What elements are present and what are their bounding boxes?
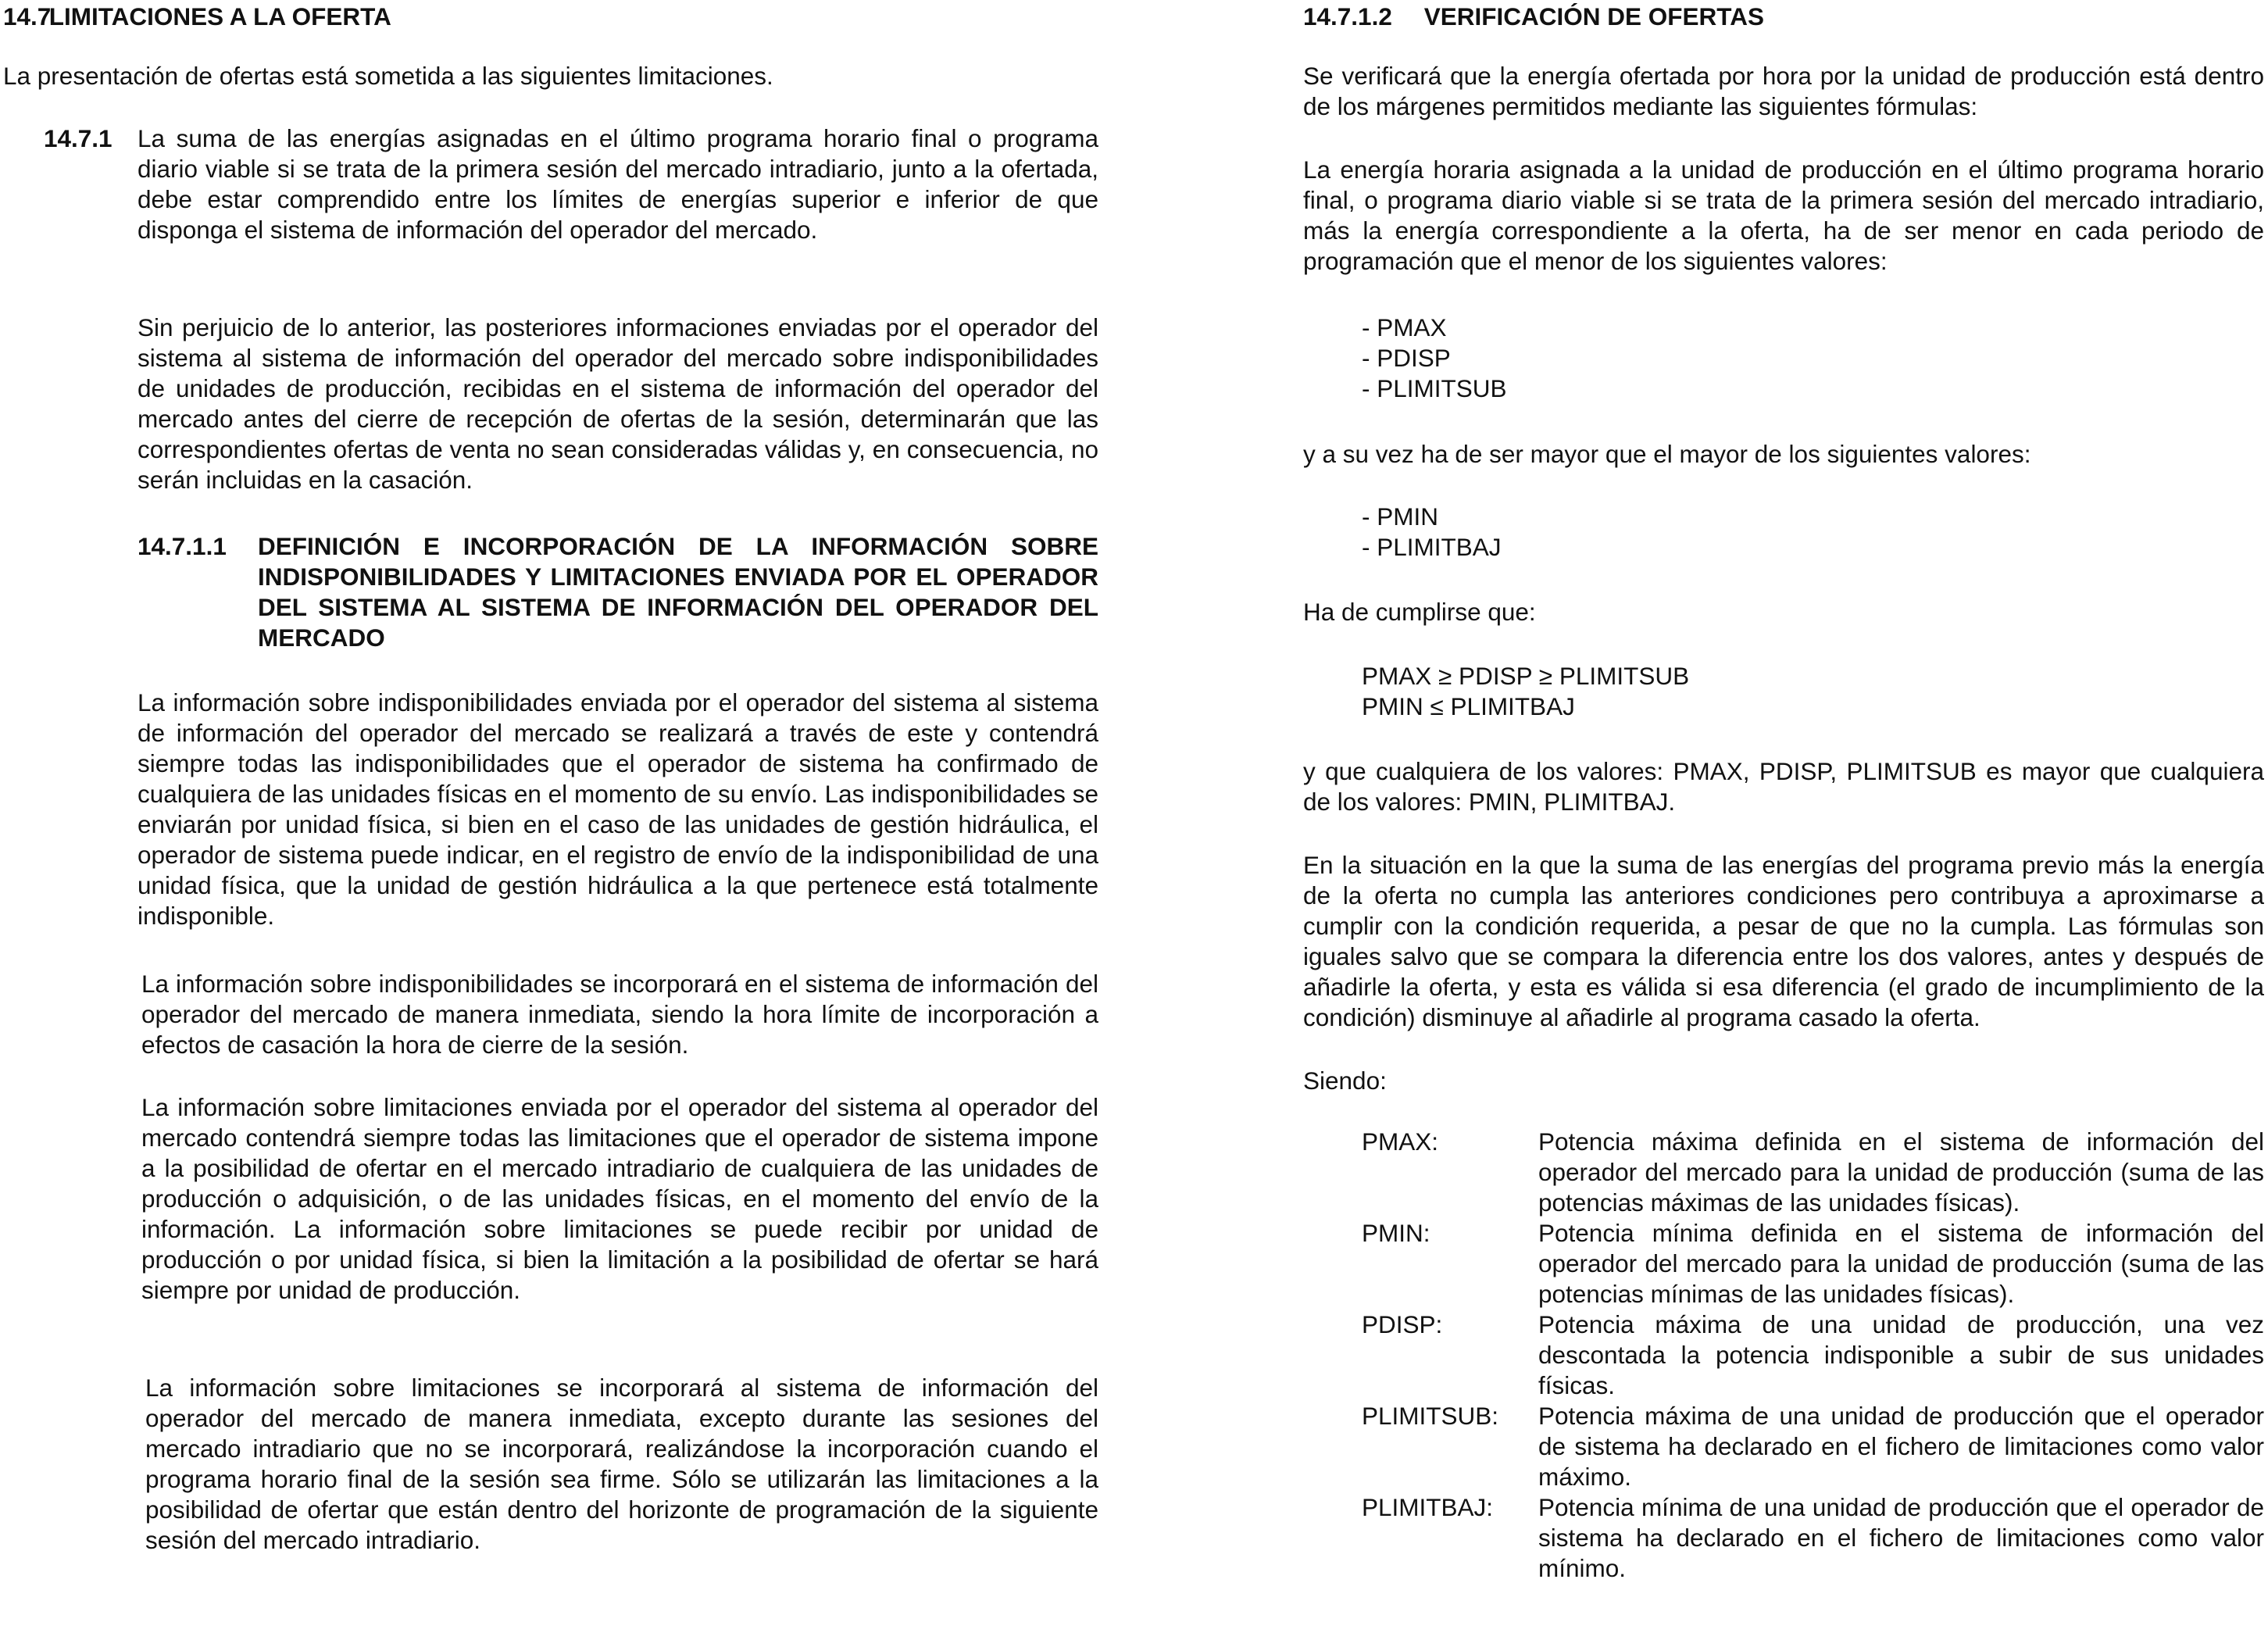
- item-paragraph-1: La suma de las energías asignadas en el último programa horario final o programa diario viable si se trata de la primera sesión del mercado intradiario, junto a la ofertada, debe estar comprendido entre los límites de energías superior e inferior de que disponga el sistema de información del operador del mercado.: [138, 124, 1098, 244]
- subsection-number: 14.7.1.1: [138, 532, 227, 560]
- item-14-7-1: [44, 123, 1098, 245]
- item-body: [138, 123, 1098, 245]
- max-values-list: [1362, 313, 1507, 404]
- section-number: 14.7: [3, 2, 52, 30]
- definition-description: Potencia máxima de una unidad de producción que el operador de sistema ha declarado en el fichero de limitaciones como valor máximo.: [1538, 1402, 2264, 1491]
- definition-term: PDISP:: [1362, 1310, 1443, 1338]
- section-title-right: VERIFICACIÓN DE OFERTAS: [1423, 2, 1764, 30]
- right-paragraph-7: Siendo:: [1303, 1067, 1387, 1095]
- list-item: - PLIMITSUB: [1362, 374, 1507, 402]
- right-paragraph-1: Se verificará que la energía ofertada por hora por la unidad de producción está dentro de los márgenes permitidos mediante las siguientes fórmulas:: [1303, 62, 2264, 120]
- section-heading-right: [1303, 2, 1764, 32]
- item-paragraph-2: Sin perjuicio de lo anterior, las posteriores informaciones enviadas por el operador del sistema al sistema de información del operador del mercado sobre indisponibilidades de unidades de producción, recibidas en el sistema de información del operador del mercado antes del cierre de recepción de ofertas de la sesión, determinarán que las correspondientes ofertas de venta no sean consideradas válidas y, en consecuencia, no serán incluidas en la casación.: [138, 313, 1098, 494]
- definition-description: Potencia máxima de una unidad de producción, una vez descontada la potencia indisponible a subir de sus unidades físicas.: [1538, 1310, 2264, 1399]
- list-item: - PDISP: [1362, 344, 1451, 372]
- definition-term: PMAX:: [1362, 1127, 1439, 1156]
- subsection-title: DEFINICIÓN E INCORPORACIÓN DE LA INFORMACIÓN SOBRE INDISPONIBILIDADES Y LIMITACIONES ENVIADA POR EL OPERADOR DEL SISTEMA AL SISTEMA DE INFORMACIÓN DEL OPERADOR DEL MERCADO: [258, 532, 1098, 652]
- list-item: - PMAX: [1362, 313, 1447, 341]
- body-paragraph-3: La información sobre limitaciones enviada por el operador del sistema al operador del mercado contendrá siempre todas las limitaciones que el operador de sistema impone a la posibilidad de ofertar en el mercado intradiario de cualquiera de las unidades de producción o adquisición, o de las unidades físicas, en el momento del envío de la información. La información sobre limitaciones se puede recibir por unidad de producción o por unidad física, si bien la limitación a la posibilidad de ofertar se hará siempre por unidad de producción.: [141, 1093, 1098, 1304]
- right-paragraph-2: La energía horaria asignada a la unidad de producción en el último programa horario final, o programa diario viable si se trata de la primera sesión del mercado intradiario, más la energía correspondiente a la oferta, ha de ser menor en cada periodo de programación que el menor de los siguientes valores:: [1303, 155, 2264, 275]
- right-paragraph-4: Ha de cumplirse que:: [1303, 598, 1536, 626]
- right-paragraph-6: En la situación en la que la suma de las energías del programa previo más la energía de la oferta no cumpla las anteriores condiciones pero contribuya a aproximarse a cumplir con la condición requerida, a pesar de que no la cumpla. Las fórmulas son iguales salvo que se compara la diferencia entre los dos valores, antes y después de añadirle la oferta, y esta es válida si esa diferencia (el grado de incumplimiento de la condición) disminuye al añadirle al programa casado la oferta.: [1303, 851, 2264, 1031]
- definition-description: Potencia mínima de una unidad de producción que el operador de sistema ha declarado en el fichero de limitaciones como valor mínimo.: [1538, 1493, 2264, 1582]
- definition-term: PLIMITBAJ:: [1362, 1493, 1494, 1521]
- right-paragraph-3: y a su vez ha de ser mayor que el mayor de los siguientes valores:: [1303, 440, 2031, 468]
- list-item: - PLIMITBAJ: [1362, 533, 1502, 561]
- definition-term: PLIMITSUB:: [1362, 1402, 1499, 1430]
- body-paragraph-4: La información sobre limitaciones se incorporará al sistema de información del operador del mercado de manera inmediata, excepto durante las sesiones del mercado intradiario que no se incorporará, realizándose la incorporación cuando el programa horario final de la sesión sea firme. Sólo se utilizarán las limitaciones a la posibilidad de ofertar que están dentro del horizonte de programación de la siguiente sesión del mercado intradiario.: [145, 1374, 1098, 1554]
- list-item: - PMIN: [1362, 502, 1438, 531]
- section-heading: [3, 2, 391, 32]
- formula-1: PMAX ≥ PDISP ≥ PLIMITSUB: [1362, 662, 1690, 690]
- min-values-list: [1362, 502, 1502, 563]
- definitions-list: [1362, 1127, 2264, 1584]
- body-paragraph-2: La información sobre indisponibilidades se incorporará en el sistema de información del operador del mercado de manera inmediata, siendo la hora límite de incorporación a efectos de casación la hora de cierre de la sesión.: [141, 970, 1098, 1059]
- body-paragraph-1: La información sobre indisponibilidades enviada por el operador del sistema al sistema de información del operador del mercado se realizará a través de este y contendrá siempre todas las indisponibilidades que el operador de sistema ha confirmado de cualquiera de las unidades físicas en el momento de su envío. Las indisponibilidades se enviarán por unidad física, si bien en el caso de las unidades de gestión hidráulica, el operador de sistema puede indicar, en el registro de envío de la indisponibilidad de una unidad física, que la unidad de gestión hidráulica a la que pertenece está totalmente indisponible.: [138, 688, 1098, 930]
- item-number: 14.7.1: [44, 124, 113, 152]
- right-paragraph-5: y que cualquiera de los valores: PMAX, PDISP, PLIMITSUB es mayor que cualquiera de los valores: PMIN, PLIMITBAJ.: [1303, 757, 2264, 816]
- definition-description: Potencia mínima definida en el sistema de información del operador del mercado para la unidad de producción (suma de las potencias mínimas de las unidades físicas).: [1538, 1219, 2264, 1308]
- formula-block: [1362, 661, 1689, 722]
- definition-description: Potencia máxima definida en el sistema de información del operador del mercado para la unidad de producción (suma de las potencias máximas de las unidades físicas).: [1538, 1127, 2264, 1217]
- intro-paragraph: La presentación de ofertas está sometida a las siguientes limitaciones.: [3, 62, 773, 90]
- formula-2: PMIN ≤ PLIMITBAJ: [1362, 692, 1575, 720]
- section-title: LIMITACIONES A LA OFERTA: [48, 2, 391, 30]
- section-number-right: 14.7.1.2: [1303, 2, 1392, 30]
- subsection-heading: [138, 531, 1098, 653]
- definition-term: PMIN:: [1362, 1219, 1430, 1247]
